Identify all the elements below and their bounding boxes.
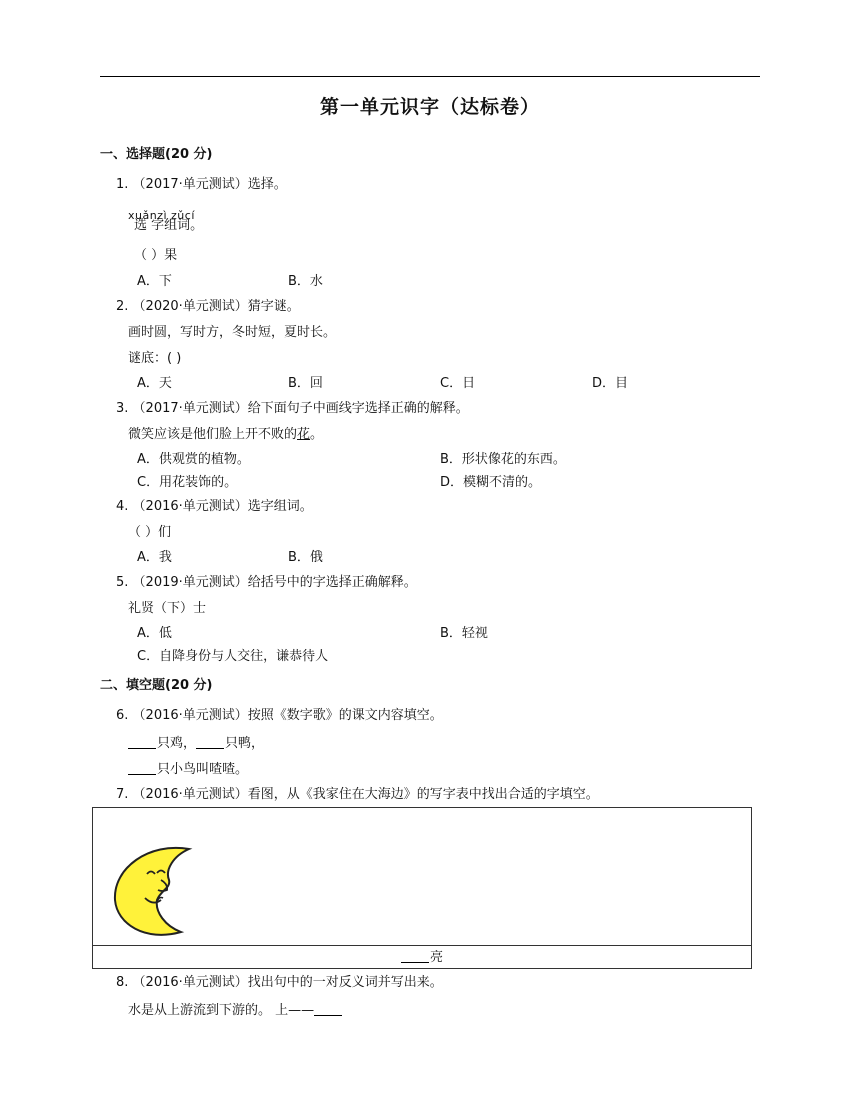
q2-answer-line: 谜底：( ) xyxy=(128,351,182,366)
q6-line-2 xyxy=(128,760,248,779)
q4-option-b[interactable]: B．俄 xyxy=(288,550,323,565)
q1-blank-line: （ ）果 xyxy=(134,248,178,263)
q3-option-b[interactable]: B．形状像花的东西。 xyxy=(440,452,566,467)
q5-option-b[interactable]: B．轻视 xyxy=(440,626,488,641)
fill-blank[interactable] xyxy=(314,1001,342,1016)
question-6 xyxy=(116,707,443,725)
question-5 xyxy=(116,574,417,592)
section-heading-choice: 一、选择题(20 分) xyxy=(100,147,213,162)
q4-option-a[interactable]: A．我 xyxy=(137,550,172,565)
question-number: 2. xyxy=(116,299,129,314)
question-8 xyxy=(116,974,443,992)
picture-box xyxy=(92,807,752,969)
question-stem: （2020·单元测试）猜字谜。 xyxy=(132,299,300,314)
q2-option-c[interactable]: C．日 xyxy=(440,376,476,391)
crescent-moon-face-icon xyxy=(111,846,193,938)
q5-option-a[interactable]: A．低 xyxy=(137,626,172,641)
question-2 xyxy=(116,298,300,316)
question-number: 8. xyxy=(116,975,129,990)
q4-blank-line: （ ）们 xyxy=(128,525,172,540)
fill-text: 只鸭， xyxy=(225,736,265,751)
pinyin-line: xuǎnzì zǔcí xyxy=(128,209,195,222)
sentence-text: 水是从上游流到下游的。 上—— xyxy=(128,1003,315,1018)
fill-blank[interactable] xyxy=(128,760,156,775)
q2-option-d[interactable]: D．目 xyxy=(592,376,629,391)
question-stem: （2016·单元测试）找出句中的一对反义词并写出来。 xyxy=(132,975,443,990)
q8-sentence xyxy=(128,1001,343,1020)
underlined-character: 花 xyxy=(297,427,311,442)
fill-text: 只小鸟叫喳喳。 xyxy=(157,762,249,777)
question-stem: （2019·单元测试）给括号中的字选择正确解释。 xyxy=(132,575,417,590)
question-stem: （2016·单元测试）按照《数字歌》的课文内容填空。 xyxy=(132,708,443,723)
q5-option-c[interactable]: C．自降身份与人交往，谦恭待人 xyxy=(137,649,329,664)
q2-option-b[interactable]: B．回 xyxy=(288,376,323,391)
question-3 xyxy=(116,400,469,418)
q6-line-1 xyxy=(128,734,264,753)
q1-option-b[interactable]: B．水 xyxy=(288,274,323,289)
fill-blank[interactable] xyxy=(401,948,429,963)
question-stem: （2016·单元测试）看图，从《我家住在大海边》的写字表中找出合适的字填空。 xyxy=(132,787,599,802)
question-stem: （2017·单元测试）给下面句子中画线字选择正确的解释。 xyxy=(132,401,469,416)
sentence-end: 。 xyxy=(310,427,324,442)
sentence-text: 微笑应该是他们脸上开不败的 xyxy=(128,427,298,442)
q3-option-c[interactable]: C．用花装饰的。 xyxy=(137,475,238,490)
question-number: 4. xyxy=(116,499,129,514)
fill-blank[interactable] xyxy=(196,734,224,749)
section-heading-fill: 二、填空题(20 分) xyxy=(100,678,213,693)
q2-option-a[interactable]: A．天 xyxy=(137,376,172,391)
question-number: 1. xyxy=(116,177,129,192)
page-title: 第一单元识字（达标卷） xyxy=(319,96,540,118)
q1-text: 选 字组词。 xyxy=(134,218,204,233)
q2-riddle: 画时圆，写时方，冬时短，夏时长。 xyxy=(128,325,337,340)
question-number: 6. xyxy=(116,708,129,723)
question-number: 7. xyxy=(116,787,129,802)
q3-option-a[interactable]: A．供观赏的植物。 xyxy=(137,452,250,467)
caption-text: 亮 xyxy=(429,950,443,965)
question-number: 3. xyxy=(116,401,129,416)
box-divider xyxy=(93,945,751,946)
question-stem: （2016·单元测试）选字组词。 xyxy=(132,499,313,514)
header-rule xyxy=(100,76,760,77)
q3-option-d[interactable]: D．模糊不清的。 xyxy=(440,475,542,490)
q1-option-a[interactable]: A．下 xyxy=(137,274,172,289)
q5-phrase: 礼贤（下）士 xyxy=(128,601,207,616)
q3-sentence xyxy=(128,426,323,444)
question-4 xyxy=(116,498,313,516)
picture-caption xyxy=(93,948,751,967)
question-number: 5. xyxy=(116,575,129,590)
question-stem: （2017·单元测试）选择。 xyxy=(132,177,287,192)
fill-blank[interactable] xyxy=(128,734,156,749)
question-7 xyxy=(116,786,599,804)
fill-text: 只鸡， xyxy=(157,736,197,751)
question-1 xyxy=(116,176,287,194)
